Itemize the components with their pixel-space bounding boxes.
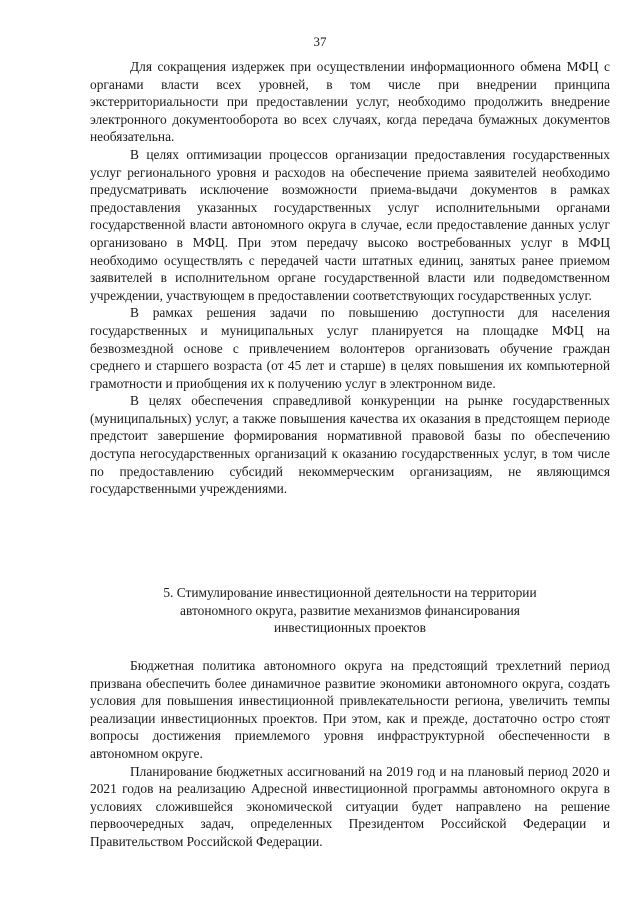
body-text-top	[90, 58, 610, 498]
section-heading-line: инвестиционных проектов	[274, 620, 426, 636]
section-heading-line: автономного округа, развитие механизмов финансирования	[180, 602, 520, 618]
paragraph-budget-planning: Планирование бюджетных ассигнований на 2019 год и на плановый период 2020 и 2021 годов на реализацию Адресной инвестиционной программы автономного округа в условиях сложившейся экономической ситуации будет направлено на решение первоочередных задач, определенных Президентом Российской Федерации и Правительством Российской Федерации.	[90, 763, 610, 849]
paragraph-budget-policy: Бюджетная политика автономного округа на предстоящий трехлетний период призвана обеспечить более динамичное развитие экономики автономного округа, создать условия для повышения инвестиционной привлекательности региона, увеличить темпы реализации инвестиционных проектов. При этом, как и прежде, достаточно остро стоят вопросы достижения приемлемого уровня инфраструктурной обеспеченности в автономном округе.	[90, 658, 610, 761]
section-heading	[90, 584, 610, 637]
paragraph-optimization: В целях оптимизации процессов организации предоставления государственных услуг регионального уровня и расходов на обеспечение приема заявителей необходимо предусматривать исключение возможности приема-выдачи документов в рамках предоставления указанных государственных услуг исполнительными органами государственной власти автономного округа в случае, если предоставление данных услуг организовано в МФЦ. При этом передачу высоко востребованных услуг в МФЦ необходимо осуществлять с передачей части штатных единиц, занятых ранее приемом заявителей в исполнительном органе государственной власти или подведомственном учреждении, участвующем в предоставлении соответствующих государственных услуг.	[90, 146, 610, 303]
paragraph-mfc-exchange: Для сокращения издержек при осуществлении информационного обмена МФЦ с органами власти всех уровней, в том числе при внедрении принципа экстерриториальности при предоставлении услуг, необходимо продолжить внедрение электронного документооборота во всех случаях, когда передача бумажных документов необязательна.	[90, 59, 610, 145]
body-text-bottom	[90, 657, 610, 851]
page-number: 37	[313, 34, 327, 49]
paragraph-competition: В целях обеспечения справедливой конкуренции на рынке государственных (муниципальных) услуг, а также повышения качества их оказания в предстоящем периоде предстоит завершение формирования нормативной правовой базы по обеспечению доступа негосударственных организаций к оказанию государственных услуг, в том числе по предоставлению субсидий некоммерческим организациям, не являющимся государственными учреждениями.	[90, 393, 610, 497]
section-heading-line: 5. Стимулирование инвестиционной деятельности на территории	[163, 585, 537, 600]
paragraph-accessibility: В рамках решения задачи по повышению доступности для населения государственных и муниципальных услуг планируется на площадке МФЦ на безвозмездной основе с привлечением волонтеров организовать обучение граждан среднего и старшего возраста (от 45 лет и старше) в целях повышения их компьютерной грамотности и приобщения их к получению услуг в электронном виде.	[90, 305, 610, 391]
